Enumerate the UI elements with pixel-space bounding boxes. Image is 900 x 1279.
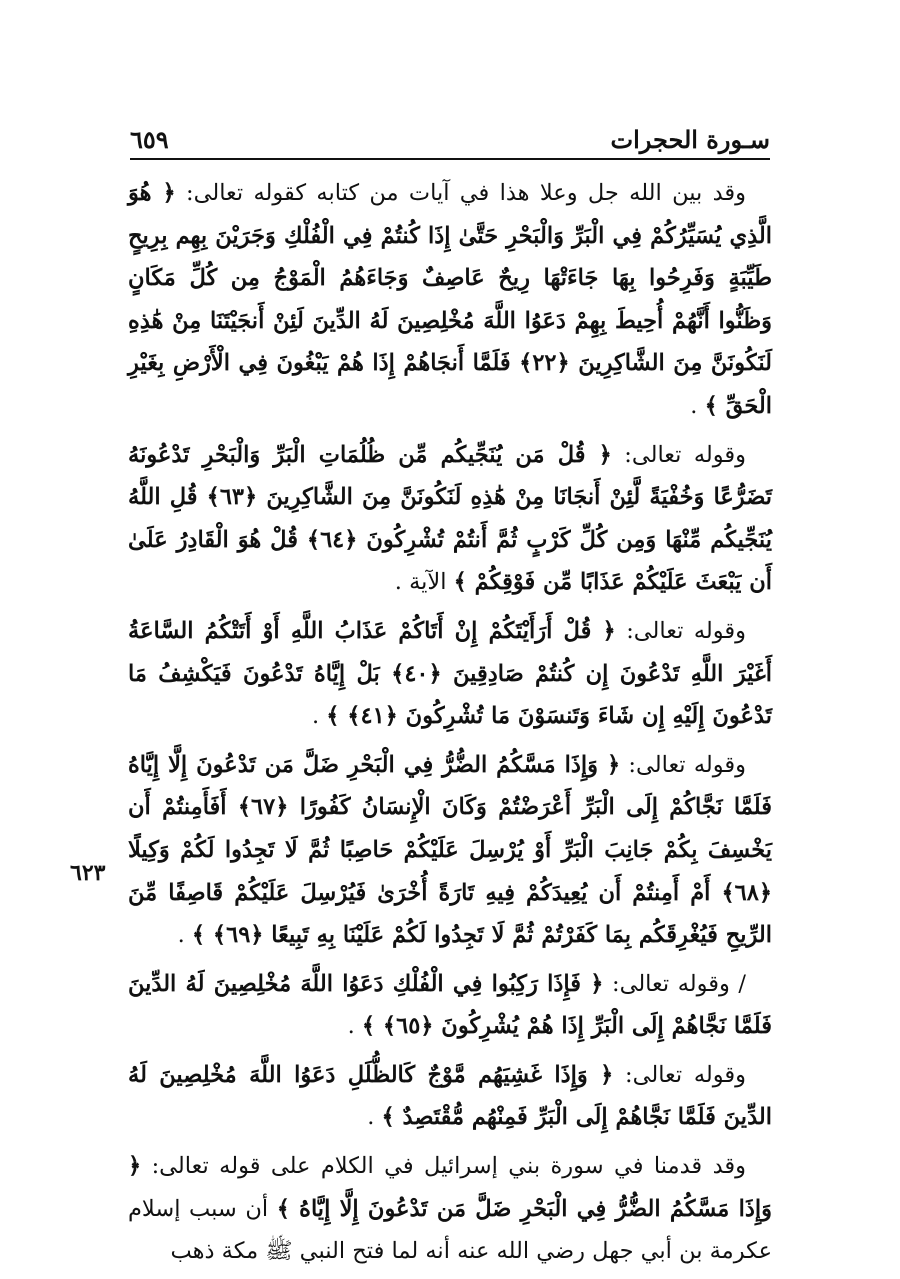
quran-quote: ﴿ فَإِذَا رَكِبُوا فِي الْفُلْكِ دَعَوُا اللَّهَ مُخْلِصِينَ لَهُ الدِّينَ فَلَمَّا نَجَّاهُمْ إِلَى الْبَرِّ إِذَا هُمْ يُشْرِكُونَ ﴿٦٥﴾ ﴾	[128, 970, 772, 1040]
page-body	[128, 172, 772, 1279]
quran-quote: ﴿ هُوَ الَّذِي يُسَيِّرُكُمْ فِي الْبَرِّ وَالْبَحْرِ حَتَّىٰ إِذَا كُنتُمْ فِي الْفُلْكِ وَجَرَيْنَ بِهِم بِرِيحٍ طَيِّبَةٍ وَفَرِحُوا بِهَا جَاءَتْهَا رِيحٌ عَاصِفٌ وَجَاءَهُمُ الْمَوْجُ مِن كُلِّ مَكَانٍ وَظَنُّوا أَنَّهُمْ أُحِيطَ بِهِمْ دَعَوُا اللَّهَ مُخْلِصِينَ لَهُ الدِّينَ لَئِنْ أَنجَيْتَنَا مِنْ هَٰذِهِ لَنَكُونَنَّ مِنَ الشَّاكِرِينَ ﴿٢٢﴾ فَلَمَّا أَنجَاهُمْ إِذَا هُمْ يَبْغُونَ فِي الْأَرْضِ بِغَيْرِ الْحَقِّ ﴾	[128, 180, 772, 419]
paragraph	[128, 1145, 772, 1273]
quran-quote: ﴿ قُلْ مَن يُنَجِّيكُم مِّن ظُلُمَاتِ الْبَرِّ وَالْبَحْرِ تَدْعُونَهُ تَضَرُّعًا وَخُفْيَةً لَّئِنْ أَنجَانَا مِنْ هَٰذِهِ لَنَكُونَنَّ مِنَ الشَّاكِرِينَ ﴿٦٣﴾ قُلِ اللَّهُ يُنَجِّيكُم مِّنْهَا وَمِن كُلِّ كَرْبٍ ثُمَّ أَنتُمْ تُشْرِكُونَ ﴿٦٤﴾ قُلْ هُوَ الْقَادِرُ عَلَىٰ أَن يَبْعَثَ عَلَيْكُمْ عَذَابًا مِّن فَوْقِكُمْ ﴾	[128, 441, 772, 596]
quran-quote: ﴿ وَإِذَا غَشِيَهُم مَّوْجٌ كَالظُّلَلِ دَعَوُا اللَّهَ مُخْلِصِينَ لَهُ الدِّينَ فَلَمَّا نَجَّاهُمْ إِلَى الْبَرِّ فَمِنْهُم مُّقْتَصِدٌ ﴾	[128, 1061, 772, 1131]
paragraph	[128, 744, 772, 957]
paragraph-tail: .	[690, 392, 705, 419]
paragraph	[128, 1054, 772, 1139]
paragraph-tail: الآية .	[394, 569, 454, 596]
quran-quote: ﴿ قُلْ أَرَأَيْتَكُمْ إِنْ أَتَاكُمْ عَذَابُ اللَّهِ أَوْ أَتَتْكُمُ السَّاعَةُ أَغَيْرَ اللَّهِ تَدْعُونَ إِن كُنتُمْ صَادِقِينَ ﴿٤٠﴾ بَلْ إِيَّاهُ تَدْعُونَ فَيَكْشِفُ مَا تَدْعُونَ إِلَيْهِ إِن شَاءَ وَتَنسَوْنَ مَا تُشْرِكُونَ ﴿٤١﴾ ﴾	[128, 617, 772, 730]
paragraph	[128, 963, 772, 1048]
paragraph-tail: .	[311, 703, 327, 730]
paragraph-lead: وقوله تعالى:	[624, 441, 746, 468]
paragraph-lead: وقد قدمنا في سورة بني إسرائيل في الكلام على قوله تعالى:	[151, 1153, 746, 1180]
page-number: ٦٥٩	[130, 125, 169, 154]
paragraph-lead: وقوله تعالى:	[625, 1061, 747, 1088]
paragraph-tail: .	[347, 1013, 362, 1040]
paragraph-tail: أن سبب إسلام عكرمة بن أبي جهل رضي الله عنه أنه لما فتح النبي ﷺ مكة ذهب	[128, 1195, 772, 1265]
paragraph-tail: .	[367, 1104, 382, 1131]
paragraph	[128, 172, 772, 428]
paragraph	[128, 434, 772, 604]
paragraph-lead: وقوله تعالى:	[628, 751, 746, 778]
margin-page-marker: ٦٢٣	[70, 860, 106, 886]
paragraph-lead: وقوله تعالى:	[626, 617, 746, 644]
quran-quote: ﴿ وَإِذَا مَسَّكُمُ الضُّرُّ فِي الْبَحْرِ ضَلَّ مَن تَدْعُونَ إِلَّا إِيَّاهُ فَلَمَّا نَجَّاكُمْ إِلَى الْبَرِّ أَعْرَضْتُمْ وَكَانَ الْإِنسَانُ كَفُورًا ﴿٦٧﴾ أَفَأَمِنتُمْ أَن يَخْسِفَ بِكُمْ جَانِبَ الْبَرِّ أَوْ يُرْسِلَ عَلَيْكُمْ حَاصِبًا ثُمَّ لَا تَجِدُوا لَكُمْ وَكِيلًا ﴿٦٨﴾ أَمْ أَمِنتُمْ أَن يُعِيدَكُمْ فِيهِ تَارَةً أُخْرَىٰ فَيُرْسِلَ عَلَيْكُمْ قَاصِفًا مِّنَ الرِّيحِ فَيُغْرِقَكُم بِمَا كَفَرْتُمْ ثُمَّ لَا تَجِدُوا لَكُمْ عَلَيْنَا بِهِ تَبِيعًا ﴿٦٩﴾ ﴾	[128, 751, 772, 949]
paragraph	[128, 610, 772, 738]
quran-quote: ﴿ وَإِذَا مَسَّكُمُ الضُّرُّ فِي الْبَحْرِ ضَلَّ مَن تَدْعُونَ إِلَّا إِيَّاهُ ﴾	[128, 1153, 772, 1222]
paragraph-tail: .	[177, 922, 192, 949]
paragraph-lead: / وقوله تعالى:	[611, 970, 746, 997]
page-header	[130, 110, 770, 160]
paragraph-lead: وقد بين الله جل وعلا هذا في آيات من كتابه كقوله تعالى:	[186, 180, 746, 206]
running-title: سـورة الحجرات	[610, 125, 770, 154]
